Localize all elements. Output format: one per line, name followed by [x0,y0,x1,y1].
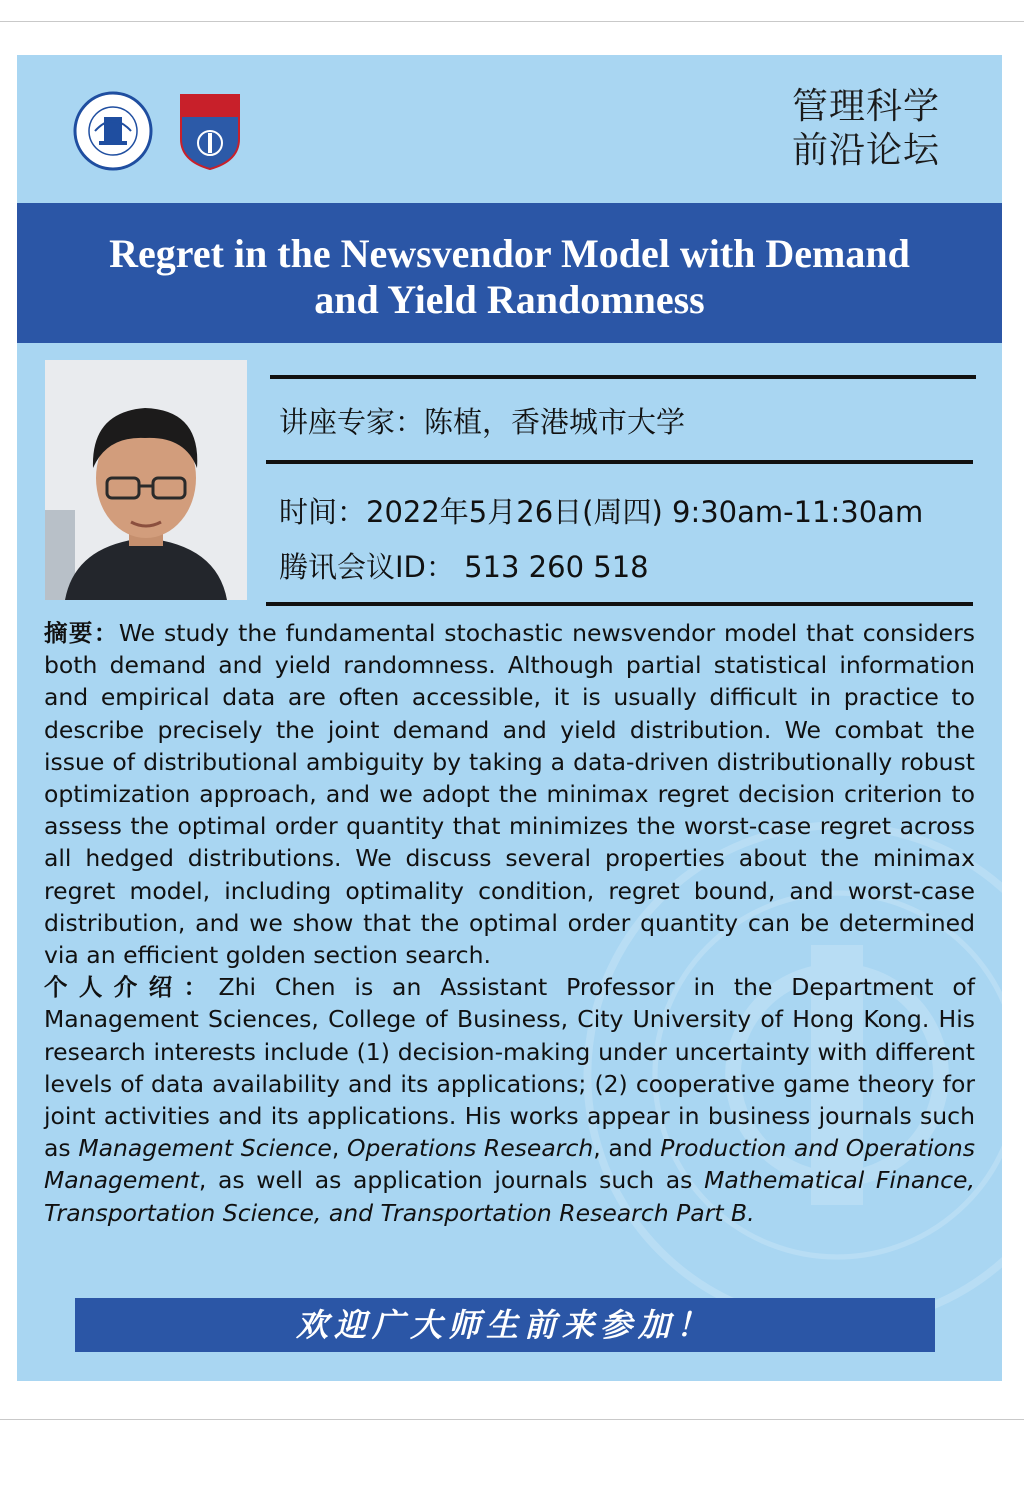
speaker-photo [45,360,247,600]
bio-paragraph [44,971,975,1229]
divider-2 [266,460,973,464]
page-top-rule [0,21,1024,22]
description-text [44,617,975,1229]
page-bottom-rule [0,1419,1024,1420]
lecture-title [37,231,982,323]
forum-title-line2: 前沿论坛 [792,130,941,171]
poster [17,55,1002,1381]
journal-application-list: Mathematical Finance, Transportation Science, and Transportation Research Part B. [44,1166,975,1227]
time-line: 时间：2022年5月26日(周四) 9:30am-11:30am [279,495,924,529]
bio-text-1: Zhi Chen is an Assistant Professor in the Department of Management Sciences, College of Business, City University of Hong Kong. His research interests include (1) decision-making under uncertainty with different levels of data availability and its applications; (2) cooperative game theory for joint activities and its applications. His works appear in business journals such as [44,973,976,1163]
abstract-paragraph [44,617,975,971]
welcome-text: 欢迎广大师生前来参加！ [295,1306,714,1344]
school-of-management-logo [177,91,243,171]
journal-operations-research: Operations Research [347,1134,594,1163]
abstract-label: 摘要： [44,619,119,647]
bio-label: 个人介绍： [44,973,219,1002]
xjtu-logo [73,91,153,171]
bio-sep-1: , [331,1134,348,1163]
bio-text-2: , as well as application journals such as [198,1166,705,1195]
lecture-title-line2: and Yield Randomness [314,277,705,322]
lecture-title-line1: Regret in the Newsvendor Model with Demand [109,231,910,276]
journal-production-operations-management: Production and Operations Management [44,1134,975,1195]
bio-sep-2: , and [593,1134,661,1163]
divider-1 [270,375,976,379]
forum-title-line1: 管理科学 [792,86,941,127]
journal-management-science: Management Science [78,1134,332,1163]
meeting-id-line: 腾讯会议ID： 513 260 518 [279,550,649,584]
abstract-text: We study the fundamental stochastic newsvendor model that considers both demand and yield randomness. Although partial statistical information and empirical data are often accessible, it is usually difficult in practice to describe precisely the joint demand and yield distribution. We combat the issue of distributional ambiguity by taking a data-driven distributionally robust optimization approach, and we adopt the minimax regret decision criterion to assess the optimal order quantity that minimizes the worst-case regret across all hedged distributions. We discuss several properties about the minimax regret model, including optimality condition, regret bound, and worst-case distribution, and we show that the optimal order quantity can be determined via an efficient golden section search. [44,619,976,970]
forum-title [792,85,972,173]
speaker-line: 讲座专家：陈植，香港城市大学 [279,405,686,439]
divider-3 [266,602,973,606]
speaker-portrait-illustration [45,360,247,600]
